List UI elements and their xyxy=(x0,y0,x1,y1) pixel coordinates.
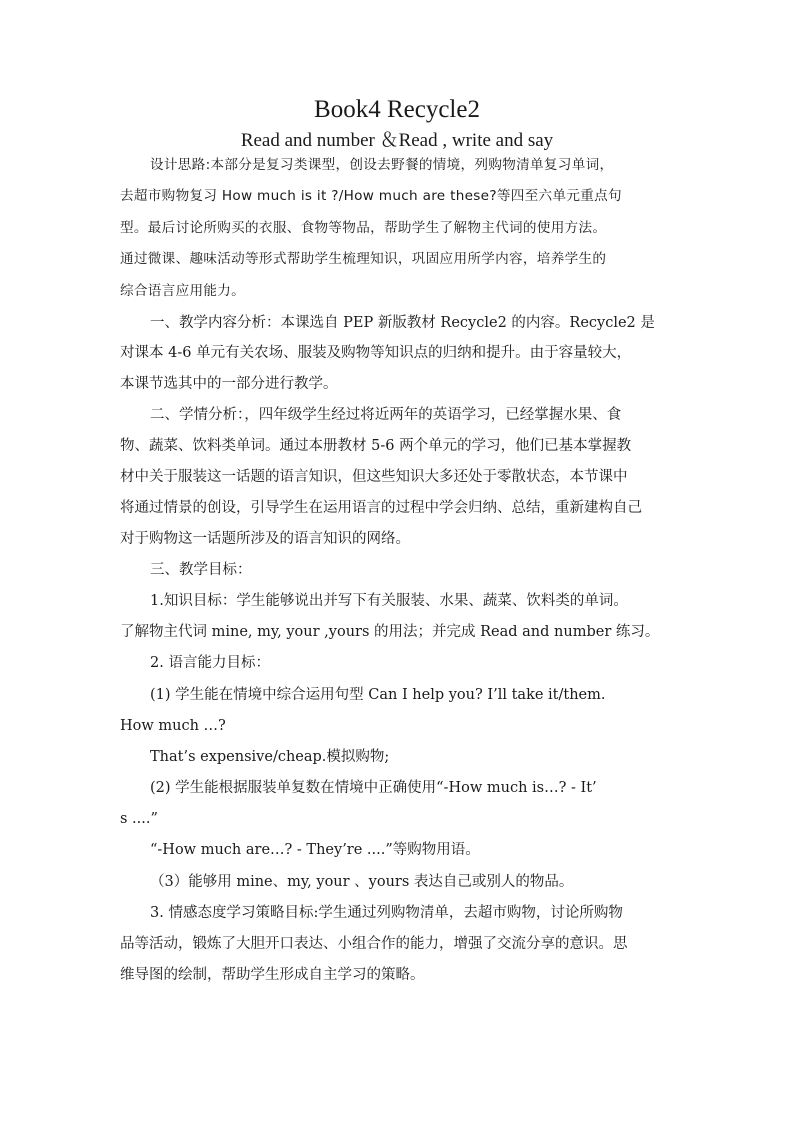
design-line-3: 型。最后讨论所购买的衣服、食物等物品，帮助学生了解物主代词的使用方法。 xyxy=(120,220,607,236)
student-analysis-line-2: 物、蔬菜、饮料类单词。通过本册教材 5-6 两个单元的学习，他们已基本掌握教 xyxy=(120,438,632,454)
design-line-5: 综合语言应用能力。 xyxy=(120,283,246,299)
attitude-goal-line-2: 品等活动，锻炼了大胆开口表达、小组合作的能力，增强了交流分享的意识。思 xyxy=(120,936,628,952)
design-line-4: 通过微课、趣味活动等形式帮助学生梳理知识，巩固应用所学内容，培养学生的 xyxy=(120,251,607,267)
language-goal-2-line-2: s ....” xyxy=(120,811,158,827)
language-goal-1-line-3: That’s expensive/cheap.模拟购物; xyxy=(150,749,390,765)
language-goal-2-line-3: “-How much are…? - They’re ....”等购物用语。 xyxy=(150,842,480,858)
design-line-2: 去超市购物复习 How much is it ?/How much are these?等四至六单元重点句 xyxy=(120,188,622,204)
page-subtitle: Read and number ＆Read , write and say xyxy=(240,130,554,151)
page-title: Book4 Recycle2 xyxy=(314,96,480,123)
language-goal-3: （3）能够用 mine、my, your 、yours 表达自己或别人的物品。 xyxy=(150,874,574,890)
language-goal-heading: 2. 语言能力目标： xyxy=(150,655,270,671)
objectives-heading: 三、教学目标： xyxy=(150,562,252,578)
knowledge-goal-line-2: 了解物主代词 mine, my, your ,yours 的用法；并完成 Read and number 练习。 xyxy=(120,624,660,640)
language-goal-1-line-1: (1) 学生能在情境中综合运用句型 Can I help you? I’ll take it/them. xyxy=(150,687,606,703)
design-line-1: 设计思路:本部分是复习类课型，创设去野餐的情境，列购物清单复习单词， xyxy=(150,157,614,173)
content-analysis-line-2: 对课本 4-6 单元有关农场、服装及购物等知识点的归纳和提升。由于容量较大， xyxy=(120,345,632,361)
content-analysis-line-3: 本课节选其中的一部分进行教学。 xyxy=(120,376,338,392)
language-goal-2-line-1: (2) 学生能根据服装单复数在情境中正确使用“-How much is…? - It’ xyxy=(150,780,597,796)
attitude-goal-line-1: 3. 情感态度学习策略目标:学生通过列购物清单，去超市购物，讨论所购物 xyxy=(150,905,623,921)
student-analysis-line-1: 二、学情分析：，四年级学生经过将近两年的英语学习，已经掌握水果、食 xyxy=(150,407,622,423)
student-analysis-line-5: 对于购物这一话题所涉及的语言知识的网络。 xyxy=(120,531,410,547)
attitude-goal-line-3: 维导图的绘制，帮助学生形成自主学习的策略。 xyxy=(120,967,425,983)
student-analysis-line-4: 将通过情景的创设，引导学生在运用语言的过程中学会归纳、总结，重新建构自己 xyxy=(120,500,642,516)
knowledge-goal-line-1: 1.知识目标：学生能够说出并写下有关服装、水果、蔬菜、饮料类的单词。 xyxy=(150,593,628,609)
content-analysis-line-1: 一、教学内容分析：本课选自 PEP 新版教材 Recycle2 的内容。Recycle2 是 xyxy=(150,315,655,331)
language-goal-1-line-2: How much …? xyxy=(120,718,226,734)
student-analysis-line-3: 材中关于服装这一话题的语言知识，但这些知识大多还处于零散状态，本节课中 xyxy=(120,469,628,485)
